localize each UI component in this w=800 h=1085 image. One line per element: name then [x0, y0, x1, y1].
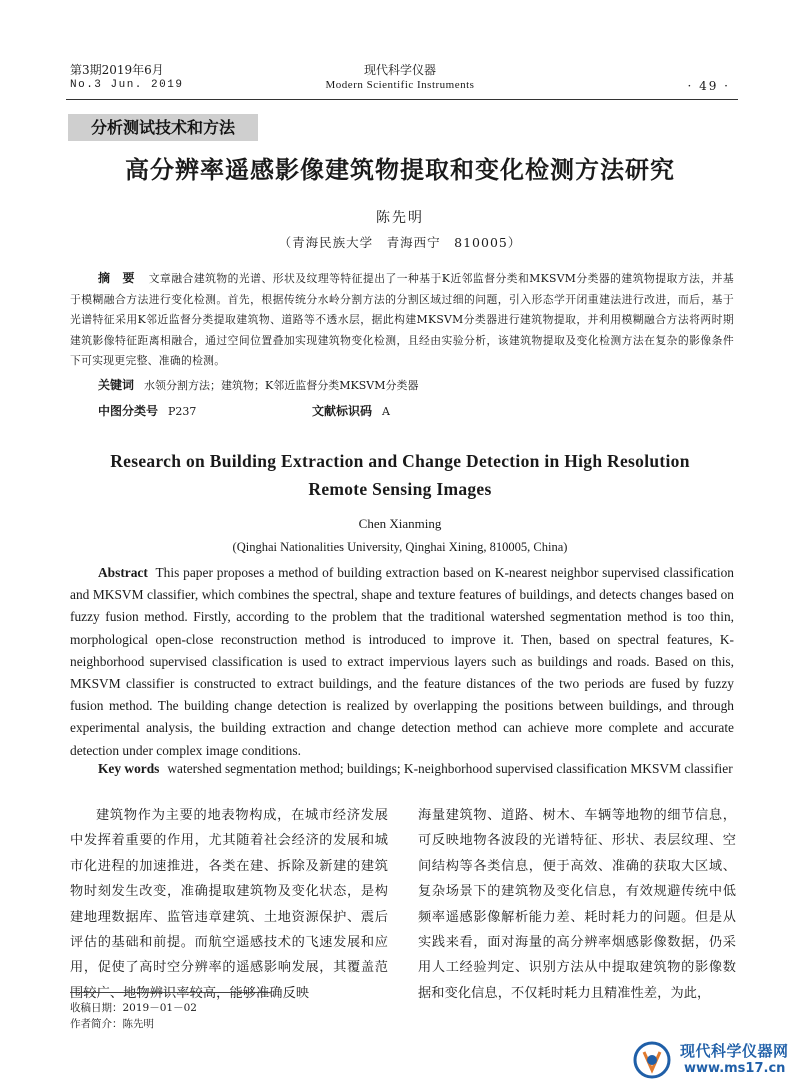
abstract-cn-label: 摘 要 [98, 271, 139, 285]
clc-number [98, 402, 196, 419]
section-label: 分析测试技术和方法 [68, 114, 258, 141]
document-code [312, 402, 390, 419]
watermark-logo-icon [632, 1040, 672, 1080]
issue-date-cn: 第3期2019年6月 [70, 63, 164, 77]
body-text-right-column: 海量建筑物、道路、树木、车辆等地物的细节信息，可反映地物各波段的光谱特征、形状、表层纹理、空间结构等各类信息，便于高效、准确的获取大区域、复杂场景下的建筑物及变化信息，有效规避传统中低频率遥感影像解析能力差、耗时耗力的问题。但是从实践来看，面对海量的高分辨率烟感影像数据，仍采用人工经验判定、识别方法从中提取建筑物的影像数据和变化信息，不仅耗时耗力且精准性差，为此， [418, 808, 736, 1001]
paper-title-en: Research on Building Extraction and Change Detection in High Resolution Remote Sensing Images [110, 451, 690, 499]
keywords-cn-text: 水领分割方法；建筑物；K邻近监督分类MKSVM分类器 [144, 379, 419, 392]
abstract-en-label: Abstract [98, 565, 148, 580]
keywords-cn [98, 376, 418, 393]
issue-date-en: No.3 Jun. 2019 [70, 79, 184, 91]
keywords-en [98, 761, 733, 777]
clc-value: P237 [168, 405, 197, 418]
keywords-en-text: watershed segmentation method; buildings; K-neighborhood supervised classification MKSVM classifier [167, 761, 733, 776]
author-en: Chen Xianming [358, 516, 442, 531]
abstract-cn [70, 268, 734, 372]
page-number: · 49 · [687, 79, 730, 93]
body-text-left-column: 建筑物作为主要的地表物构成，在城市经济发展中发挥着重要的作用，尤其随着社会经济的发展和城市化进程的加速推进，各类在建、拆除及新建的建筑物时刻发生改变，准确提取建筑物及变化状态，是构建地理数据库、监管违章建筑、土地资源保护、震后评估的基础和前提。而航空遥感技术的飞速发展和应用，促使了高时空分辨率的遥感影响发展，其覆盖范围较广、地物辨识率较高，能够准确反映 [70, 808, 388, 1001]
journal-name-en: Modern Scientific Instruments [325, 79, 475, 91]
affiliation-cn: （青海民族大学 青海西宁 810005） [278, 235, 522, 250]
document-code-value: A [382, 405, 390, 418]
footnote-rule [70, 992, 270, 993]
watermark-site-url: www.ms17.cn [684, 1061, 786, 1076]
abstract-en-text: This paper proposes a method of building extraction based on K-nearest neighbor supervised classification and MKSVM classifier, which combines the spectral, shape and texture features of buildings, and detects changes based on fuzzy fusion method. Firstly, according to the problem that the traditional watershed segmentation method is too thin, morphological open-close reconstruction method is introduced to improve it. Then, based on spectral features, K-neighborhood supervised classification is used to extract impervious layers such as buildings and roads. Based on this, MKSVM classifier is constructed to extract buildings, and the feature distances of the two periods are fused by fuzzy fusion method. The building change detection is realized by overlapping the positions between buildings, and through experimental analysis, the building extraction and change detection method can achieve more complete and accurate detection under complex image conditions. [70, 565, 734, 758]
author-intro: 作者简介：陈先明 [70, 1018, 154, 1030]
keywords-cn-label: 关键词 [98, 378, 135, 392]
header-rule [66, 99, 738, 100]
watermark-site-name: 现代科学仪器网 [680, 1042, 789, 1060]
document-code-label: 文献标识码 [312, 404, 373, 418]
keywords-en-label: Key words [98, 761, 160, 776]
affiliation-en: (Qinghai Nationalities University, Qinghai Xining, 810005, China) [232, 540, 568, 554]
paper-title-cn: 高分辨率遥感影像建筑物提取和变化检测方法研究 [125, 155, 675, 184]
clc-label: 中图分类号 [98, 404, 159, 418]
abstract-en [70, 562, 734, 762]
abstract-cn-text: 文章融合建筑物的光谱、形状及纹理等特征提出了一种基于K近邻监督分类和MKSVM分类器的建筑物提取方法，并基于模糊融合方法进行变化检测。首先，根据传统分水岭分割方法的分割区域过细的问题，引入形态学开闭重建法进行改进，而后，基于光谱特征采用K邻近监督分类提取建筑物、道路等不透水层，据此构建MKSVM分类器进行建筑物提取，并利用模糊融合方法将两时期建筑影像特征距离相融合，通过空间位置叠加实现建筑物变化检测，且经由实验分析，该建筑物提取及变化检测方法在复杂的影像条件下可实现更完整、准确的检测。 [70, 272, 734, 367]
author-cn: 陈先明 [376, 210, 424, 226]
journal-name-cn: 现代科学仪器 [363, 63, 436, 77]
site-watermark [628, 1036, 800, 1082]
received-date: 收稿日期：2019－01－02 [70, 1002, 197, 1014]
